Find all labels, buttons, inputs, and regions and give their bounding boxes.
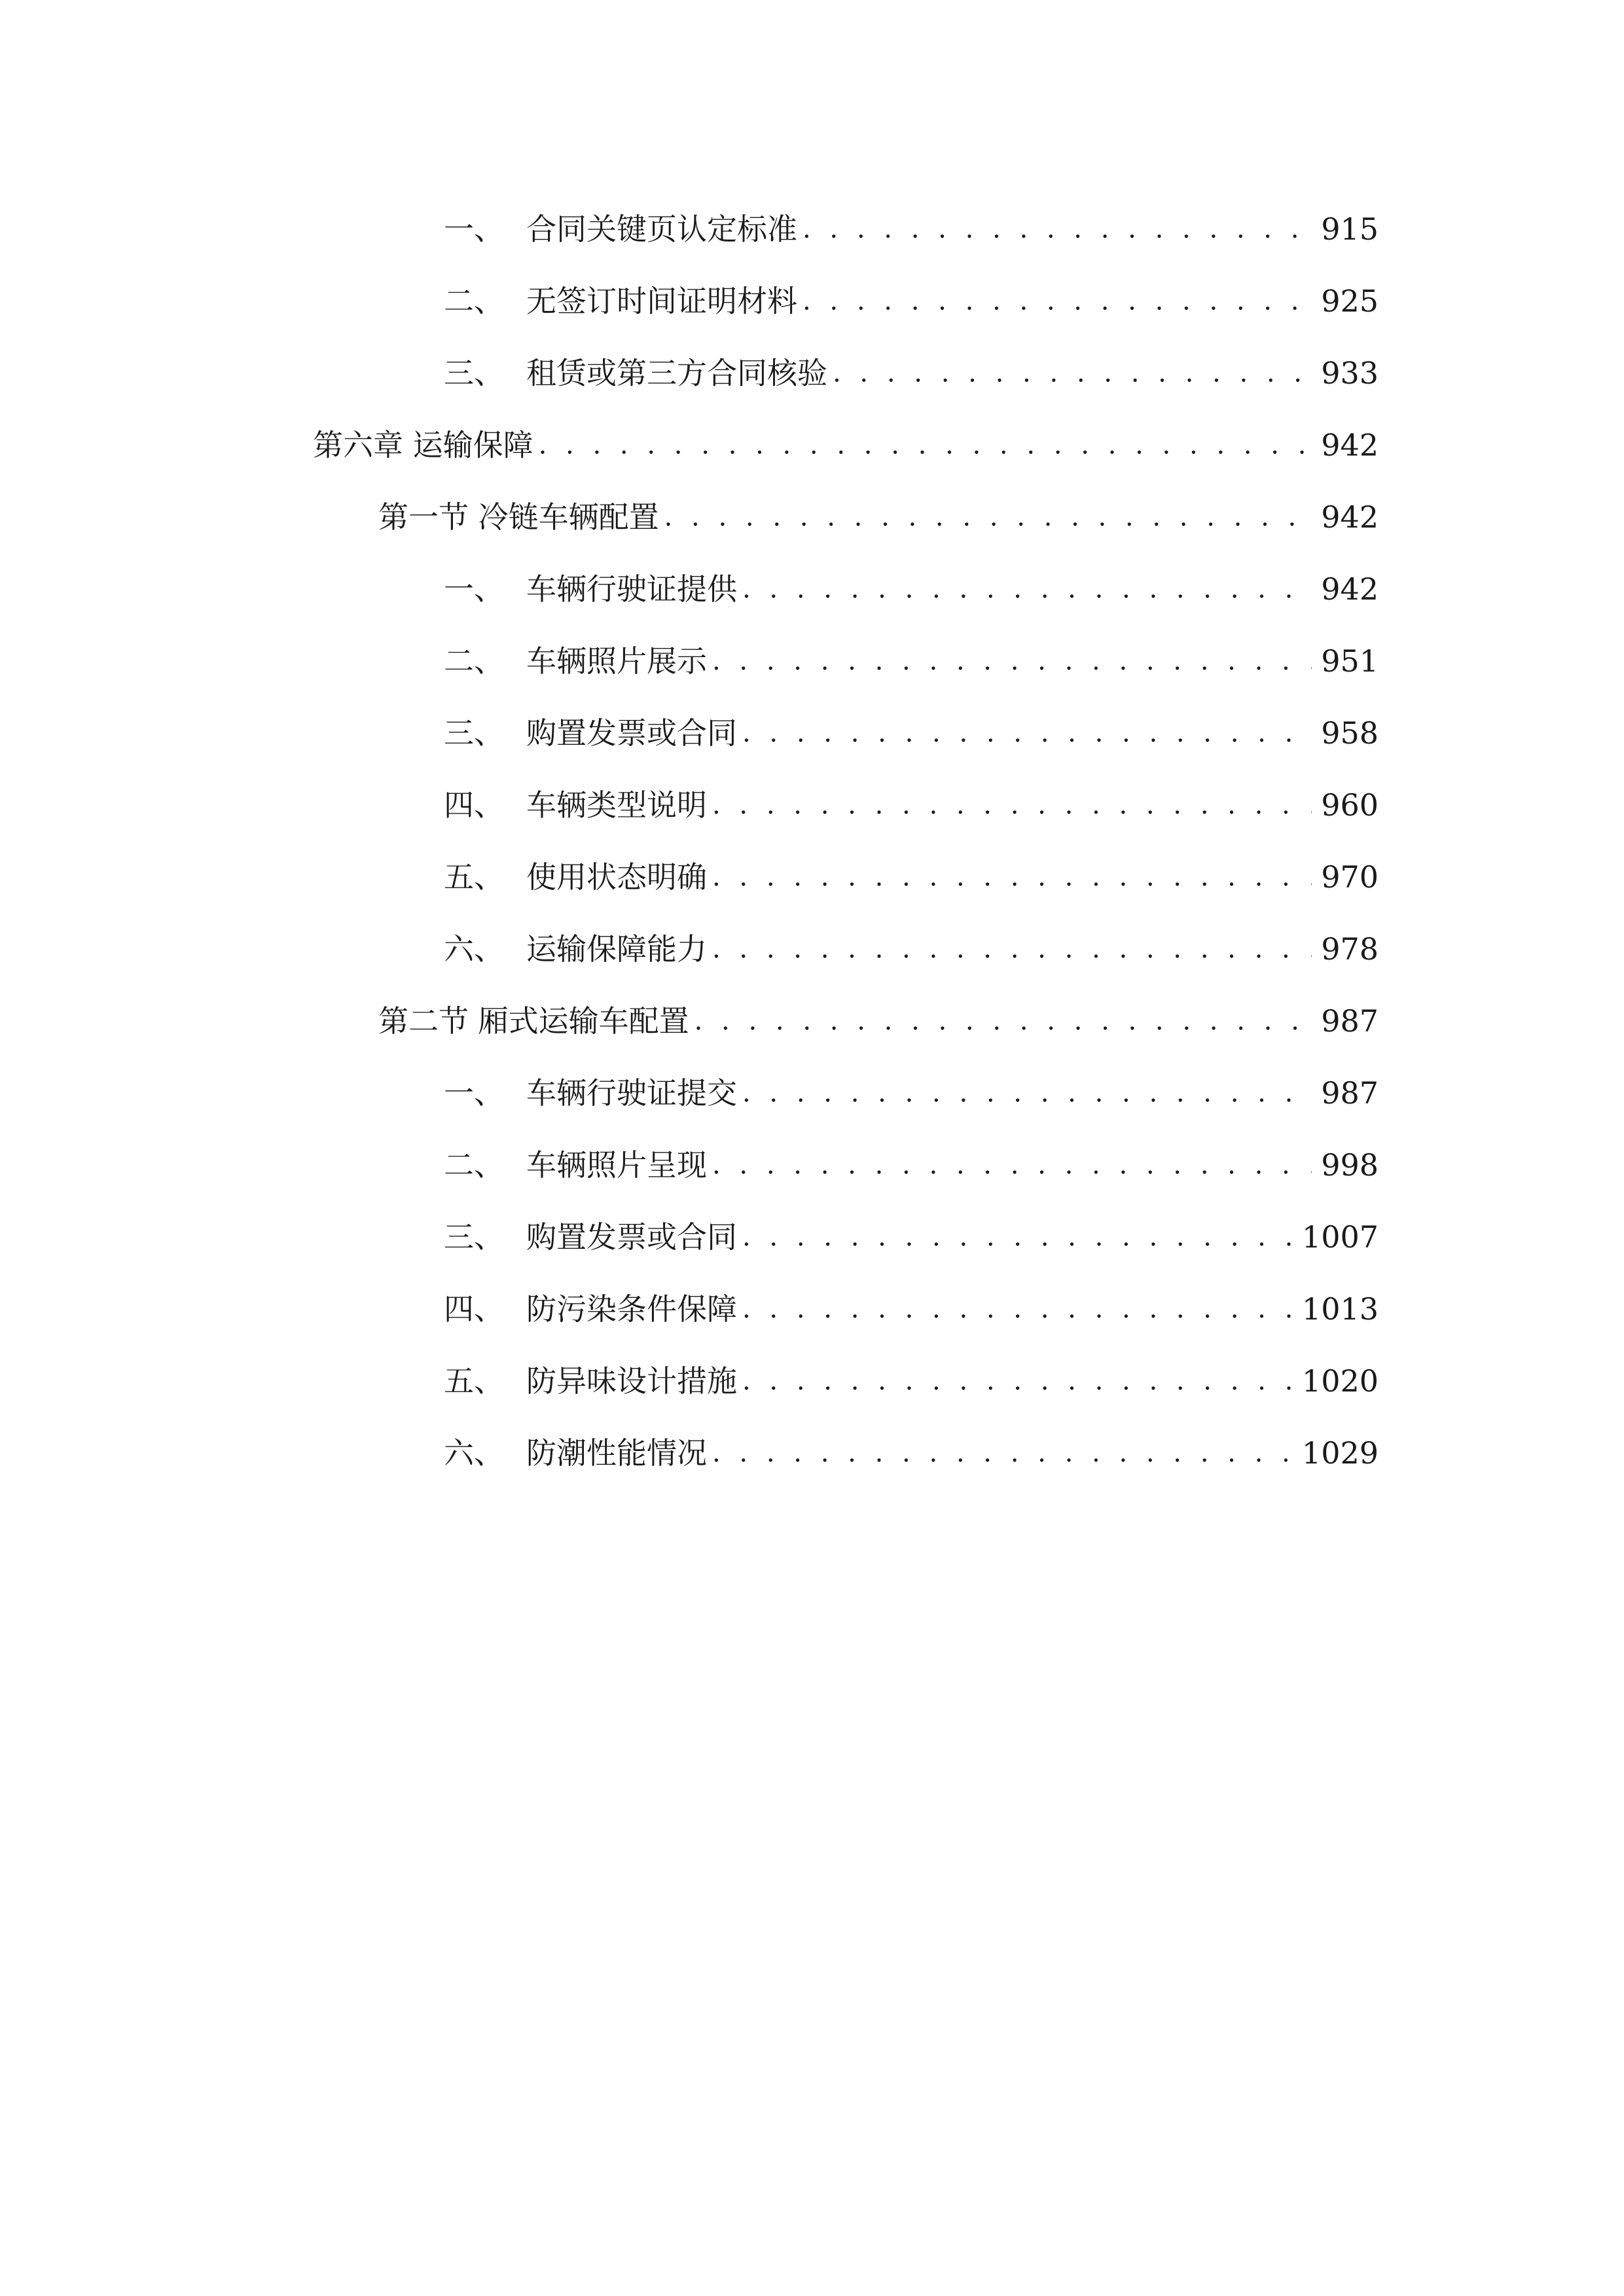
dot-leader xyxy=(742,1283,1293,1335)
toc-entry-page: 915 xyxy=(1321,211,1379,247)
toc-entry-title: 防污染条件保障 xyxy=(526,1291,737,1327)
toc-entry[interactable] xyxy=(444,779,1379,831)
toc-entry-page: 942 xyxy=(1321,571,1379,607)
toc-entry-title: 车辆行驶证提交 xyxy=(526,1075,737,1111)
dot-leader xyxy=(539,419,1312,471)
toc-entry-page: 998 xyxy=(1321,1147,1379,1183)
toc-entry-page: 1007 xyxy=(1301,1219,1379,1255)
toc-entry[interactable] xyxy=(444,1211,1379,1263)
toc-entry-title: 第六章 运输保障 xyxy=(313,427,533,463)
toc-entry-title: 购置发票或合同 xyxy=(526,715,737,751)
toc-entry-page: 1029 xyxy=(1301,1435,1379,1471)
toc-entry-page: 933 xyxy=(1321,355,1379,391)
toc-entry[interactable] xyxy=(444,347,1379,399)
toc-entry[interactable] xyxy=(444,275,1379,327)
toc-chapter-entry[interactable] xyxy=(313,419,1379,471)
toc-entry-page: 942 xyxy=(1321,499,1379,535)
toc-entry-number: 六、 xyxy=(444,931,504,967)
toc-entry-title: 防潮性能情况 xyxy=(526,1435,707,1471)
dot-leader xyxy=(803,275,1312,327)
toc-entry-number: 二、 xyxy=(444,283,504,319)
toc-entry-title: 车辆类型说明 xyxy=(526,787,707,823)
toc-entry[interactable] xyxy=(444,635,1379,687)
toc-entry-number: 三、 xyxy=(444,1219,504,1255)
toc-entry-number: 三、 xyxy=(444,355,504,391)
toc-entry-title: 车辆行驶证提供 xyxy=(526,571,737,607)
toc-entry-title: 第一节 冷链车辆配置 xyxy=(378,499,659,535)
toc-entry-title: 运输保障能力 xyxy=(526,931,707,967)
toc-entry-page: 970 xyxy=(1321,859,1379,895)
toc-entry-number: 四、 xyxy=(444,787,504,823)
toc-entry-title: 第二节 厢式运输车配置 xyxy=(378,1003,689,1039)
toc-entry-page: 925 xyxy=(1321,283,1379,319)
toc-entry-title: 租赁或第三方合同核验 xyxy=(526,355,827,391)
toc-entry[interactable] xyxy=(444,1139,1379,1191)
toc-entry-title: 购置发票或合同 xyxy=(526,1219,737,1255)
toc-entry-title: 无签订时间证明材料 xyxy=(526,283,797,319)
toc-entry-title: 合同关键页认定标准 xyxy=(526,211,797,247)
toc-entry-title: 车辆照片呈现 xyxy=(526,1147,707,1183)
dot-leader xyxy=(695,995,1312,1047)
toc-entry-page: 1020 xyxy=(1301,1363,1379,1399)
toc-entry[interactable] xyxy=(444,1067,1379,1119)
toc-entry-title: 使用状态明确 xyxy=(526,859,707,895)
toc-entry[interactable] xyxy=(444,707,1379,759)
toc-entry-page: 960 xyxy=(1321,787,1379,823)
toc-entry[interactable] xyxy=(444,1355,1379,1407)
dot-leader xyxy=(712,779,1312,831)
toc-entry-title: 车辆照片展示 xyxy=(526,643,707,679)
dot-leader xyxy=(833,347,1312,399)
dot-leader xyxy=(712,851,1312,903)
toc-entry-number: 一、 xyxy=(444,571,504,607)
dot-leader xyxy=(742,707,1312,759)
toc-entry-number: 二、 xyxy=(444,643,504,679)
dot-leader xyxy=(712,635,1312,687)
dot-leader xyxy=(712,1139,1312,1191)
toc-entry[interactable] xyxy=(444,1427,1379,1479)
toc-entry-page: 987 xyxy=(1321,1075,1379,1111)
dot-leader xyxy=(742,1355,1293,1407)
toc-entry-number: 四、 xyxy=(444,1291,504,1327)
toc-section-entry[interactable] xyxy=(378,995,1379,1047)
toc-entry-number: 一、 xyxy=(444,211,504,247)
toc-entry-page: 951 xyxy=(1321,643,1379,679)
dot-leader xyxy=(664,491,1312,543)
toc-entry-number: 三、 xyxy=(444,715,504,751)
dot-leader xyxy=(742,563,1312,615)
toc-entry-page: 942 xyxy=(1321,427,1379,463)
toc-entry[interactable] xyxy=(444,1283,1379,1335)
toc-entry-number: 二、 xyxy=(444,1147,504,1183)
toc-entry[interactable] xyxy=(444,923,1379,975)
dot-leader xyxy=(742,1211,1293,1263)
toc-entry-number: 五、 xyxy=(444,1363,504,1399)
toc-entry-title: 防异味设计措施 xyxy=(526,1363,737,1399)
toc-entry-number: 六、 xyxy=(444,1435,504,1471)
toc-entry[interactable] xyxy=(444,563,1379,615)
dot-leader xyxy=(712,923,1312,975)
toc-entry[interactable] xyxy=(444,851,1379,903)
dot-leader xyxy=(803,203,1312,255)
toc-entry[interactable] xyxy=(444,203,1379,255)
toc-entry-number: 五、 xyxy=(444,859,504,895)
toc-entry-page: 958 xyxy=(1321,715,1379,751)
toc-entry-page: 978 xyxy=(1321,931,1379,967)
dot-leader xyxy=(742,1067,1312,1119)
toc-entry-page: 1013 xyxy=(1301,1291,1379,1327)
toc-entry-page: 987 xyxy=(1321,1003,1379,1039)
toc-section-entry[interactable] xyxy=(378,491,1379,543)
toc-entry-number: 一、 xyxy=(444,1075,504,1111)
dot-leader xyxy=(712,1427,1293,1479)
